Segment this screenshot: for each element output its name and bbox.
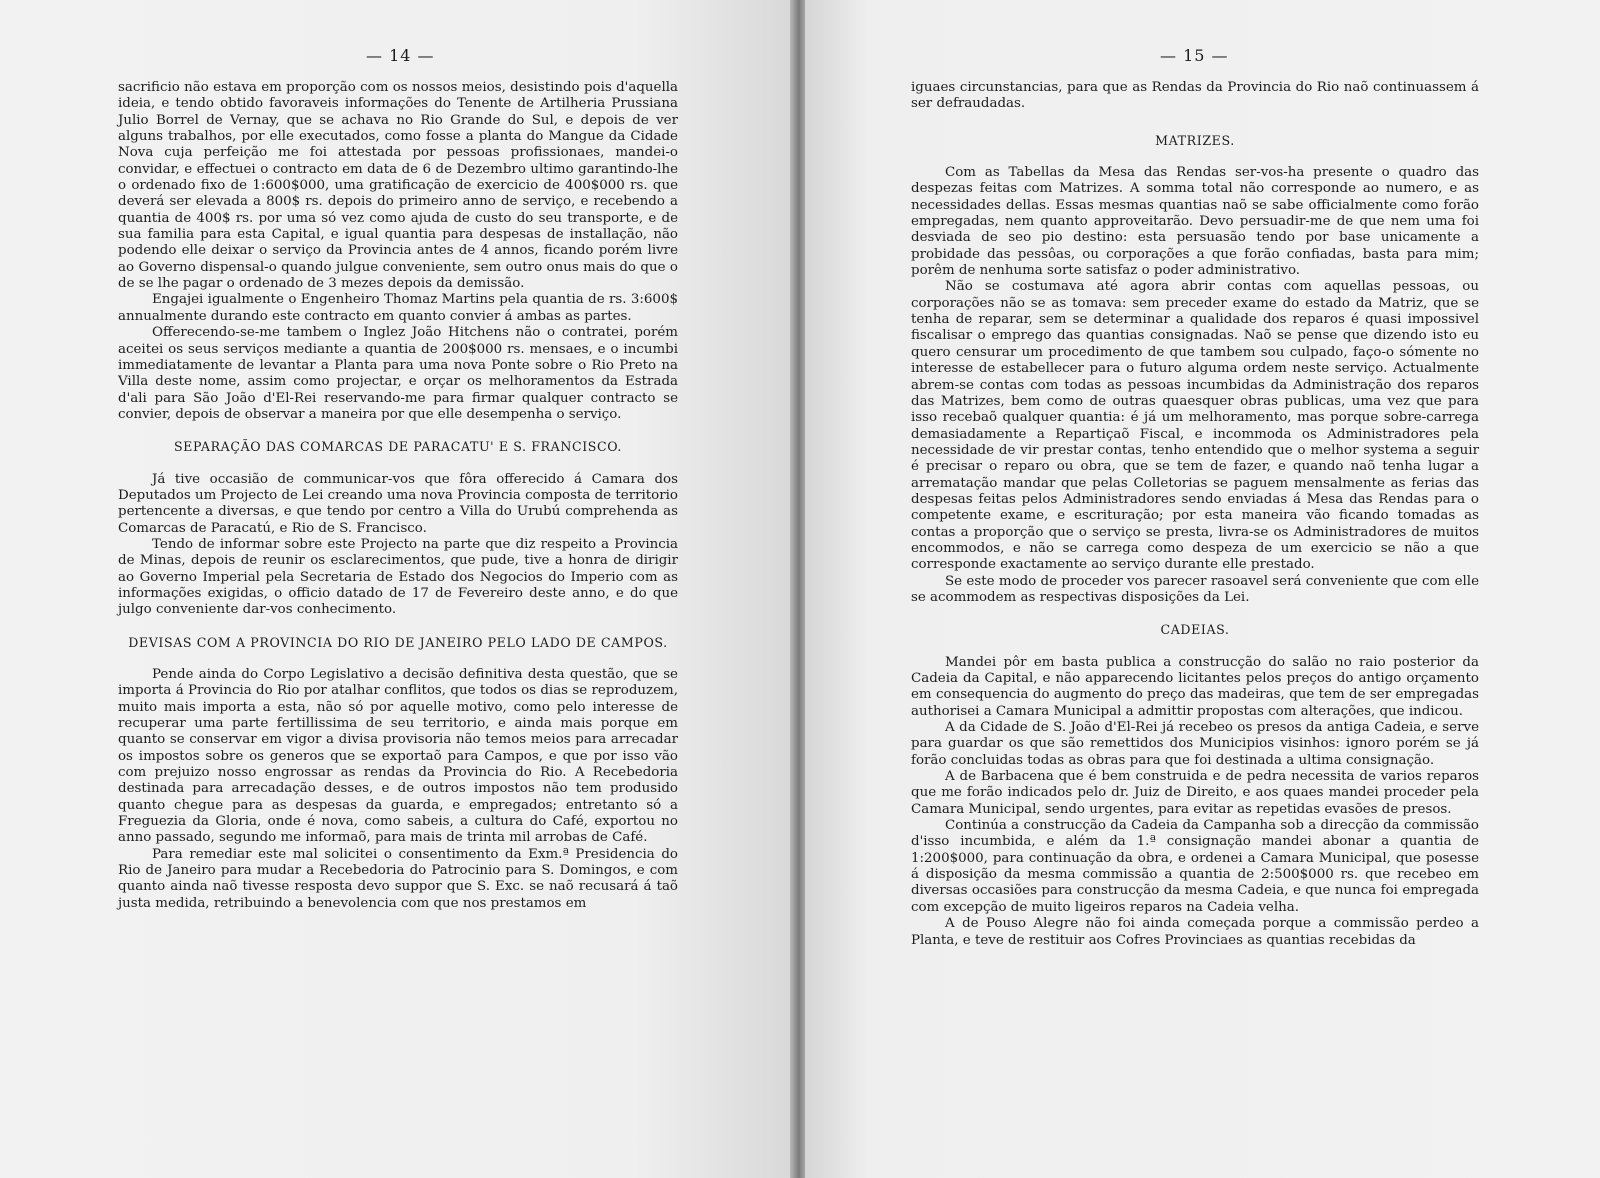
- left-page: [0, 0, 795, 1178]
- paragraph: Para remediar este mal solicitei o consentimento da Exm.ª Presidencia do Rio de Janeiro para mudar a Recebedoria do Patrocinio para S. Domingos, e com quanto ainda naõ tivesse resposta devo suppor que S. Exc. se naõ recusará á taõ justa medida, retribuindo a benevolencia com que nos prestamos em: [118, 846, 678, 911]
- section-heading-divisas: DEVISAS COM A PROVINCIA DO RIO DE JANEIRO PELO LADO DE CAMPOS.: [128, 634, 668, 650]
- paragraph: Não se costumava até agora abrir contas com aquellas pessoas, ou corporações não se as tomava: sem preceder exame do estado da Matriz, que se tenha de reparar, sem se determinar a qualidade dos reparos é quasi impossivel fiscalisar o emprego das quantias consignadas. Naõ se pense que dizendo isto eu quero censurar um procedimento de que tambem sou culpado, faço-o sómente no interesse de estabellecer para o futuro alguma ordem neste serviço. Actualmente abrem-se contas com todas as pessoas incumbidas da Administração dos reparos das Matrizes, bem como de outras quaesquer obras publicas, uma vez que para isso recebaõ qualquer quantia: é já um melhoramento, mas porque sobre-carrega demasiadamente a Repartiçaõ Fiscal, e incommoda os Administradores pela necessidade de vir prestar contas, tenho entendido que o melhor systema a seguir é precisar o reparo ou obra, que se tem de fazer, e quando naõ tenha lugar a arrematação mandar que pelas Colletorias se paguem mensalmente as ferias das despesas feitas pelos Administradores sendo enviadas á Mesa das Rendas para o competente exame, e escrituração; por esta maneira vão ficando tomadas as contas a proporção que o serviço se presta, livra-se os Administradores de muitos encommodos, e não se carrega como despeza de um exercicio se não a que corresponde exactamente ao serviço durante elle prestado.: [911, 279, 1479, 573]
- paragraph: A da Cidade de S. João d'El-Rei já recebeo os presos da antiga Cadeia, e serve para guardar os que são remettidos dos Municipios visinhos: ignoro porém se já forão concluidas todas as obras para que foi destinada a ultima consignação.: [911, 720, 1479, 768]
- paragraph: Já tive occasião de communicar-vos que fôra offerecido á Camara dos Deputados um Projecto de Lei creando uma nova Provincia composta de territorio pertencente a diversas, e que tendo por centro a Villa do Urubú comprehenda as Comarcas de Paracatú, e Rio de S. Francisco.: [118, 471, 678, 536]
- paragraph: sacrificio não estava em proporção com os nossos meios, desistindo pois d'aquella ideia, e tendo obtido favoraveis informações do Tenente de Artilheria Prussiana Julio Borrel de Vernay, que se achava no Rio Grande do Sul, e depois de ver alguns trabalhos, por elle executados, como fosse a planta do Mangue da Cidade Nova cuja perfeição me foi attestada por pessoas profissionaes, mandei-o convidar, e effectuei o contracto em data de 6 de Dezembro ultimo garantindo-lhe o ordenado fixo de 1:600$000, uma gratificação de exercicio de 400$000 rs. que deverá ser elevada a 800$ rs. depois do primeiro anno de serviço, e recebendo a quantia de 400$ rs. por uma só vez como ajuda de custo do seu transporte, e de sua familia para esta Capital, e igual quantia para despesas de installação, não podendo elle deixar o serviço da Provincia antes de 4 annos, ficando porém livre ao Governo dispensal-o quando julgue conveniente, sem outro onus mais do que o de se lhe pagar o ordenado de 3 mezes depois da demissão.: [118, 80, 678, 292]
- paragraph: Continúa a construcção da Cadeia da Campanha sob a direcção da commissão d'isso incumbida, e além da 1.ª consignação mandei abonar a quantia de 1:200$000, para continuação da obra, e ordenei a Camara Municipal, que posesse á disposição da mesma commissão a quantia de 2:500$000 rs. que recebeo em diversas occasiões para construcção da mesma Cadeia, e que nunca foi empregada com excepção de muito ligeiros reparos na Cadeia velha.: [911, 818, 1479, 915]
- paragraph: Pende ainda do Corpo Legislativo a decisão definitiva desta questão, que se importa á Provincia do Rio por atalhar conflitos, que todos os dias se reproduzem, muito mais importa a esta, não só por aquelle motivo, como pelo interesse de recuperar uma parte fertillissima de seu territorio, e ainda mais porque em quanto se conservar em vigor a divisa provisoria não temos meios para arrecadar os impostos sobre os generos que se exportaõ para Campos, e que por isso vão com prejuizo nosso engrossar as rendas da Provincia do Rio. A Recebedoria destinada para arrecadação desses, e de outros impostos não tem produsido quanto chegue para as despesas da guarda, e empregados; entretanto só a Freguezia da Gloria, onde é nova, como sabeis, a cultura do Café, exportou no anno passado, segundo me informaõ, para mais de trinta mil arrobas de Café.: [118, 667, 678, 846]
- paragraph: Tendo de informar sobre este Projecto na parte que diz respeito a Provincia de Minas, depois de reunir os esclarecimentos, que pude, tive a honra de dirigir ao Governo Imperial pela Secretaria de Estado dos Negocios do Imperio com as informações exigidas, o officio datado de 17 de Fevereiro deste anno, e do que julgo conveniente dar-vos conhecimento.: [118, 536, 678, 618]
- paragraph: A de Barbacena que é bem construida e de pedra necessita de varios reparos que me forão indicados pelo dr. Juiz de Direito, e aos quaes mandei proceder pela Camara Municipal, sendo urgentes, para evitar as repetidas evasões de presos.: [911, 769, 1479, 817]
- right-page-number: — 15 —: [1160, 46, 1229, 65]
- paragraph: Offerecendo-se-me tambem o Inglez João Hitchens não o contratei, porém aceitei os seus serviços mediante a quantia de 200$000 rs. mensaes, e o incumbi immediatamente de levantar a Planta para uma nova Ponte sobre o Rio Preto na Villa deste nome, assim como projectar, e orçar os melhoramentos da Estrada d'ali para São João d'El-Rei reservando-me para firmar qualquer contracto se convier, depois de observar a maneira por que elle desempenha o serviço.: [118, 325, 678, 422]
- paragraph: iguaes circunstancias, para que as Rendas da Provincia do Rio naõ continuassem á ser defraudadas.: [911, 80, 1479, 112]
- left-text-block: [118, 80, 678, 912]
- right-text-block: [911, 80, 1479, 949]
- paragraph: Mandei pôr em basta publica a construcção do salão no raio posterior da Cadeia da Capital, e não apparecendo licitantes pelos preços do antigo orçamento em consequencia do augmento do preço das madeiras, que tem de ser empregadas authorisei a Camara Municipal a admittir propostas com alterações, que indicou.: [911, 654, 1479, 719]
- section-heading-matrizes: MATRIZES.: [1155, 132, 1235, 148]
- paragraph: Se este modo de proceder vos parecer rasoavel será conveniente que com elle se acommodem as respectivas disposições da Lei.: [911, 573, 1479, 605]
- section-heading-cadeias: CADEIAS.: [1160, 622, 1230, 638]
- paragraph: Engajei igualmente o Engenheiro Thomaz Martins pela quantia de rs. 3:600$ annualmente durando este contracto em quanto convier á ambas as partes.: [118, 292, 678, 324]
- left-page-number: — 14 —: [366, 46, 435, 65]
- section-heading-comarcas: SEPARAÇÃO DAS COMARCAS DE PARACATU' E S. FRANCISCO.: [173, 439, 623, 455]
- paragraph: Com as Tabellas da Mesa das Rendas ser-vos-ha presente o quadro das despezas feitas com Matrizes. A somma total não corresponde ao numero, e as necessidades dellas. Essas mesmas quantias naõ se sabe officialmente como forão empregadas, nem quanto approveitarão. Devo persuadir-me de que nem uma foi desviada de seo pio destino: esta persuasão tendo por base unicamente a probidade das pessôas, ou corporações a que forão confiadas, basta para mim; porêm de nenhuma sorte satisfaz o poder administrativo.: [911, 165, 1479, 279]
- paragraph: A de Pouso Alegre não foi ainda começada porque a commissão perdeo a Planta, e teve de restituir aos Cofres Provinciaes as quantias recebidas da: [911, 916, 1479, 948]
- right-page: [805, 0, 1600, 1178]
